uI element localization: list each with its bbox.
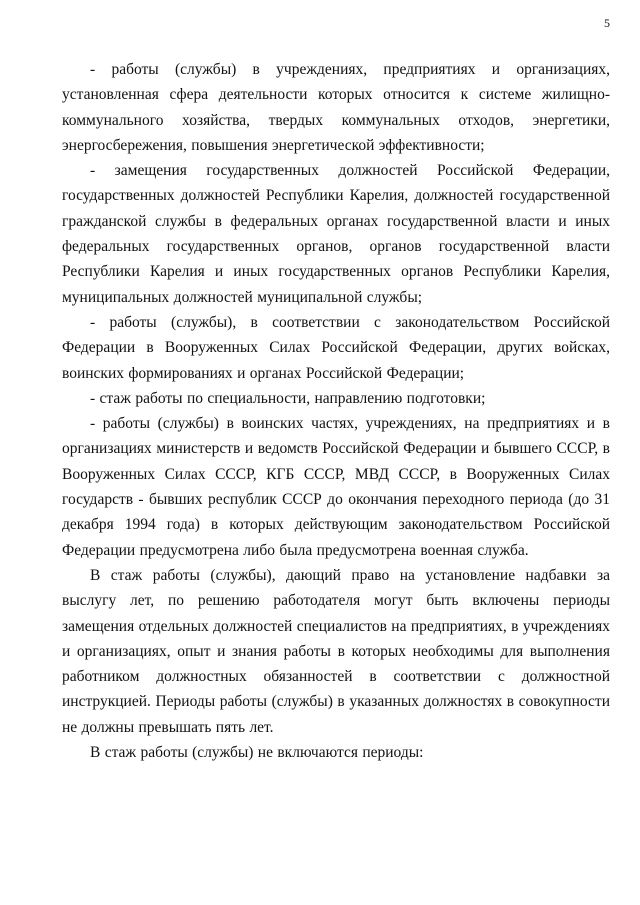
paragraph-specialty-experience: - стаж работы по специальности, направлению подготовки; — [90, 389, 486, 407]
paragraph-state-positions: - замещения государственных должностей Российской Федерации, государственных должностей Республики Карелия, должностей государственной гражданской службы в федеральных органах государственной власти и иных федеральных государственных органов, органов государственной власти Республики Карелия и иных государственных органов Республики Карелия, муниципальных должностей муниципальной службы; — [62, 162, 610, 306]
page-number: 5 — [604, 16, 610, 30]
document-body — [62, 57, 610, 765]
paragraph-employer-decision: В стаж работы (службы), дающий право на установление надбавки за выслугу лет, по решению работодателя могут быть включены периоды замещения отдельных должностей специалистов на предприятиях, в учреждениях и организациях, опыт и знания работы в которых необходимы для выполнения работником должностных обязанностей в соответствии с должностной инструкцией. Периоды работы (службы) в указанных должностях в совокупности не должны превышать пять лет. — [62, 566, 610, 736]
paragraph-armed-forces-rf: - работы (службы), в соответствии с законодательством Российской Федерации в Вооруженных Силах Российской Федерации, других войсках, воинских формированиях и органах Российской Федерации; — [62, 313, 610, 382]
paragraph-housing-utilities: - работы (службы) в учреждениях, предприятиях и организациях, установленная сфера деятельности которых относится к системе жилищно-коммунального хозяйства, твердых коммунальных отходов, энергетики, энергосбережения, повышения энергетической эффективности; — [62, 61, 610, 154]
paragraph-excluded-periods: В стаж работы (службы) не включаются периоды: — [90, 744, 424, 762]
paragraph-military-units-ussr: - работы (службы) в воинских частях, учреждениях, на предприятиях и в организациях министерств и ведомств Российской Федерации и бывшего СССР, в Вооруженных Силах СССР, КГБ СССР, МВД СССР, в Вооруженных Силах государств - бывших республик СССР до окончания переходного периода (до 31 декабря 1994 года) в которых действующим законодательством Российской Федерации предусмотрена либо была предусмотрена военная служба. — [62, 415, 610, 559]
